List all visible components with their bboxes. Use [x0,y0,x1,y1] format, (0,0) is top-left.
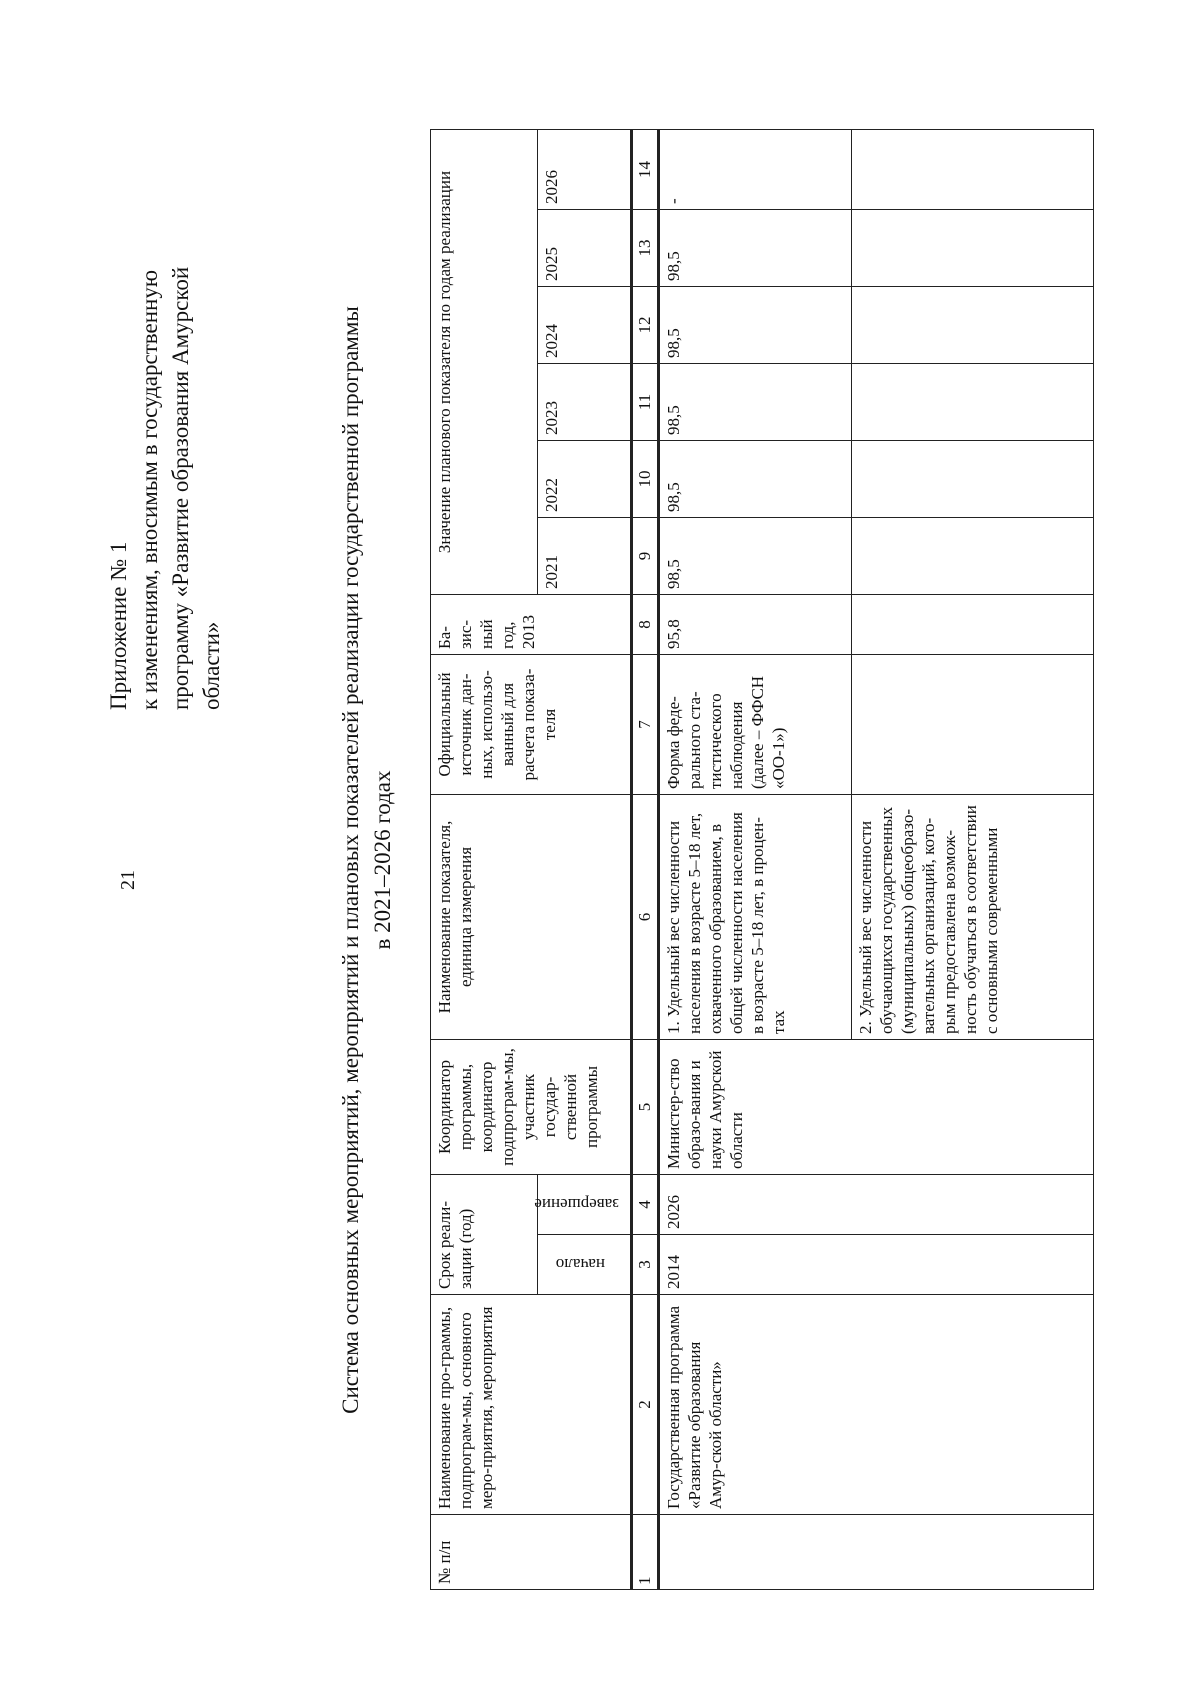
header-source: Официальный источник дан-ных, использо-ванный для расчета показа-теля [431,655,632,795]
row-indicator-1: 1. Удельный вес численности населения в возрасте 5–18 лет, охваченного образованием, в общей численности населения в возрасте 5–18 лет, в процен-тах [659,795,852,1040]
column-number: 9 [632,518,659,595]
row-base-value-2 [852,595,1094,655]
page-number: 21 [117,870,139,890]
row-start-year: 2014 [659,1235,1094,1295]
row-end-year: 2026 [659,1175,1094,1235]
header-year-2022: 2022 [538,441,632,518]
header-base-year: Ба-зис-ный год, 2013 [431,595,632,655]
header-year-2023: 2023 [538,364,632,441]
header-year-2024: 2024 [538,287,632,364]
column-number: 2 [632,1295,659,1515]
appendix-line-1: Приложение № 1 [106,541,131,710]
header-year-2021: 2021 [538,518,632,595]
column-number: 4 [632,1175,659,1235]
row-num [659,1515,1094,1590]
row-source-1: Форма феде-рального ста-тистического наблюдения (далее – ФФСН «ОО-1») [659,655,852,795]
title-line-1: Система основных мероприятий, мероприятий и плановых показателей реализации государственной программы [338,306,363,1414]
appendix-line-3: программу «Развитие образования Амурской [168,266,193,710]
row-indicator-2: 2. Удельный вес численности обучающихся государственных (муниципальных) общеобразо-вательных организаций, кото-рым предоставлена возмож-ность обучаться в соответствии с основными современными [852,795,1094,1040]
row2-value-2021 [852,518,1094,595]
row-coordinator: Министер-ство образо-вания и науки Амурской области [659,1040,1094,1175]
column-number: 11 [632,364,659,441]
row-value-2024: 98,5 [659,287,852,364]
row2-value-2026 [852,130,1094,210]
row2-value-2022 [852,441,1094,518]
row2-value-2023 [852,364,1094,441]
header-start [538,1235,632,1295]
row-value-2026: - [659,130,852,210]
title-line-2: в 2021–2026 годах [370,770,395,950]
row-source-2 [852,655,1094,795]
header-year-2026: 2026 [538,130,632,210]
row2-value-2024 [852,287,1094,364]
column-number: 12 [632,287,659,364]
column-number: 3 [632,1235,659,1295]
column-number: 13 [632,210,659,287]
row-value-2023: 98,5 [659,364,852,441]
column-number: 6 [632,795,659,1040]
row-base-value-1: 95,8 [659,595,852,655]
row-program-name: Государственная программа «Развитие образования Амур-ской области» [659,1295,1094,1515]
header-indicator: Наименование показателя, единица измерения [431,795,632,1040]
header-period: Срок реали-зации (год) [431,1175,538,1295]
header-end [534,1175,632,1235]
header-name: Наименование про-граммы, подпрограм-мы, основного меро-приятия, мероприятия [431,1295,632,1515]
rotated-page-content [55,70,1095,1650]
header-num: № п/п [431,1515,632,1590]
column-number: 7 [632,655,659,795]
column-number: 10 [632,441,659,518]
appendix-line-4: области» [199,621,224,710]
header-start-label: начало [555,1255,605,1274]
column-number: 14 [632,130,659,210]
row2-value-2025 [852,210,1094,287]
row-value-2022: 98,5 [659,441,852,518]
column-number: 8 [632,595,659,655]
row-value-2025: 98,5 [659,210,852,287]
column-number: 5 [632,1040,659,1175]
header-end-label: завершение [534,1195,619,1214]
indicators-table [430,129,1094,1590]
appendix-line-2: к изменениям, вносимым в государственную [137,270,162,710]
table-row [659,130,852,1590]
header-coordinator: Координатор программы, координатор подпрограм-мы, участник государ-ственной программы [431,1040,632,1175]
column-number: 1 [632,1515,659,1590]
header-row-1 [431,130,538,1590]
header-planned-values: Значение планового показателя по годам реализации [431,130,538,595]
row-value-2021: 98,5 [659,518,852,595]
document-title [335,70,399,1650]
column-number-row [632,130,659,1590]
appendix-note [103,110,227,710]
header-year-2025: 2025 [538,210,632,287]
